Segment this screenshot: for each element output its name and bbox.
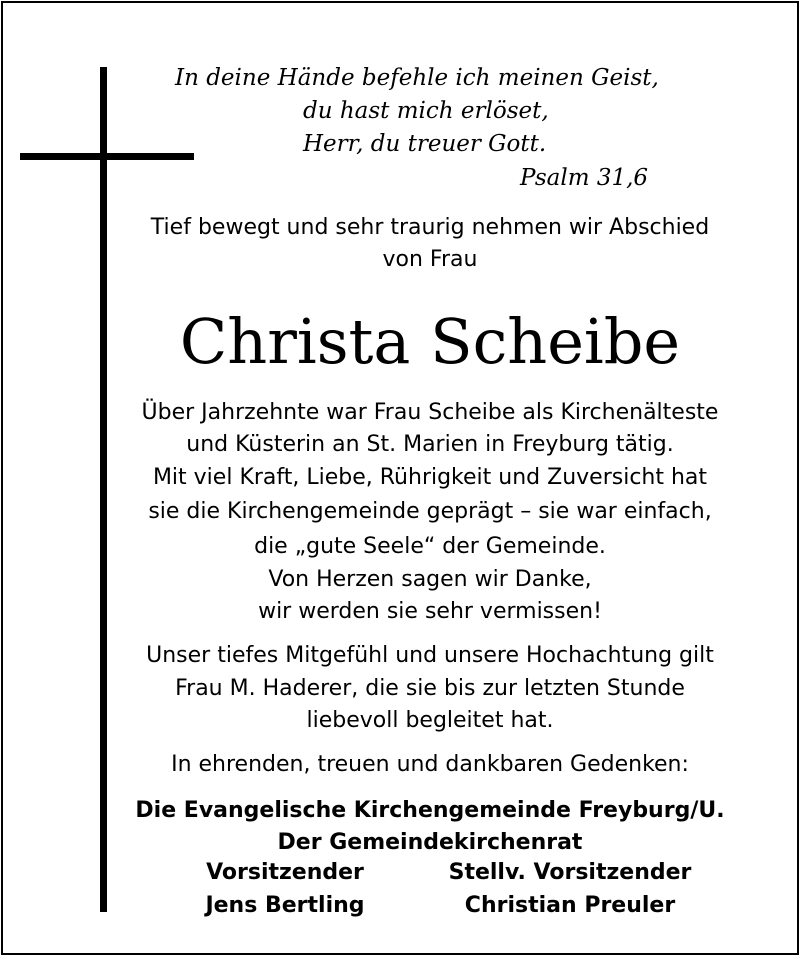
sympathy-line: Unser tiefes Mitgefühl und unsere Hochachtung gilt: [146, 643, 714, 668]
tribute-line: Von Herzen sagen wir Danke,: [268, 567, 592, 592]
deceased-name: Christa Scheibe: [179, 305, 681, 378]
verse-reference: Psalm 31,6: [520, 165, 649, 191]
organization-name: Die Evangelische Kirchengemeinde Freyburg/U.: [135, 798, 725, 823]
right-role: Stellv. Vorsitzender: [448, 860, 692, 885]
sympathy-line: Frau M. Haderer, die sie bis zur letzten Stunde: [175, 676, 685, 701]
verse-line: du hast mich erlöset,: [303, 98, 549, 124]
tribute-line: und Küsterin an St. Marien in Freyburg tätig.: [186, 432, 674, 457]
cross-icon-bar: [20, 153, 194, 160]
tribute-line: Über Jahrzehnte war Frau Scheibe als Kirchenälteste: [141, 400, 719, 425]
council-name: Der Gemeindekirchenrat: [277, 830, 583, 855]
verse-line: In deine Hände befehle ich meinen Geist,: [175, 65, 659, 91]
left-role: Vorsitzender: [206, 860, 364, 885]
tribute-line: Mit viel Kraft, Liebe, Rührigkeit und Zuversicht hat: [152, 465, 708, 490]
tribute-line: sie die Kirchengemeinde geprägt – sie war einfach,: [148, 499, 712, 524]
tribute-line: die „gute Seele“ der Gemeinde.: [254, 534, 606, 559]
right-name: Christian Preuler: [464, 893, 676, 918]
left-name: Jens Bertling: [205, 893, 365, 918]
verse-line: Herr, du treuer Gott.: [303, 131, 547, 157]
closing-line: In ehrenden, treuen und dankbaren Gedenken:: [171, 752, 689, 777]
intro-line: von Frau: [382, 247, 478, 272]
intro-line: Tief bewegt und sehr traurig nehmen wir Abschied: [150, 215, 710, 240]
tribute-line: wir werden sie sehr vermissen!: [258, 599, 602, 624]
cross-icon: [100, 67, 107, 912]
sympathy-line: liebevoll begleitet hat.: [306, 708, 554, 733]
